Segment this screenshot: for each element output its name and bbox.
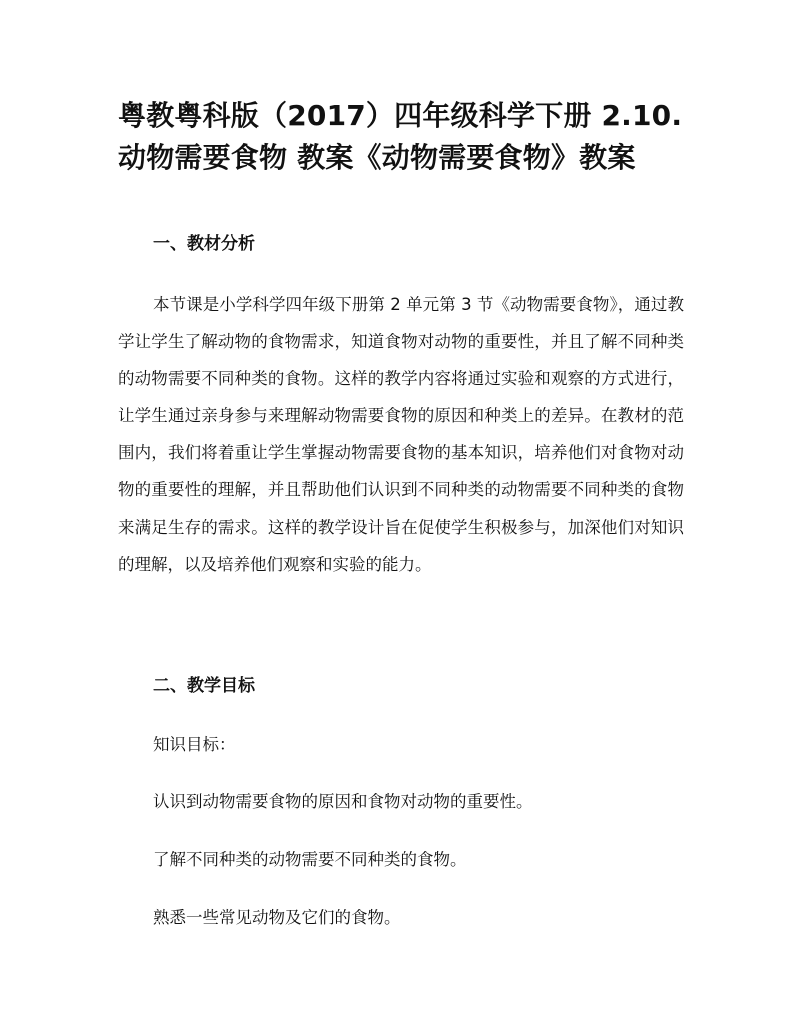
document-title: 粤教粤科版（2017）四年级科学下册 2.10.动物需要食物 教案《动物需要食物》教案	[118, 99, 683, 174]
section-heading-teaching-goals: 二、教学目标	[153, 676, 255, 696]
knowledge-goal-item-3: 熟悉一些常见动物及它们的食物。	[153, 908, 401, 927]
section-heading-textbook-analysis: 一、教材分析	[153, 234, 255, 254]
knowledge-goal-item-2: 了解不同种类的动物需要不同种类的食物。	[153, 850, 467, 869]
knowledge-goals-subheading: 知识目标：	[153, 735, 236, 754]
textbook-analysis-paragraph: 本节课是小学科学四年级下册第 2 单元第 3 节《动物需要食物》，通过教学让学生了解动物的食物需求，知道食物对动物的重要性，并且了解不同种类的动物需要不同种类的食物。这样的教学内容将通过实验和观察的方式进行，让学生通过亲身参与来理解动物需要食物的原因和种类上的差异。在教材的范围内，我们将着重让学生掌握动物需要食物的基本知识，培养他们对食物对动物的重要性的理解，并且帮助他们认识到不同种类的动物需要不同种类的食物来满足生存的需求。这样的教学设计旨在促使学生积极参与，加深他们对知识的理解，以及培养他们观察和实验的能力。	[118, 295, 684, 574]
knowledge-goal-item-1: 认识到动物需要食物的原因和食物对动物的重要性。	[153, 792, 533, 811]
